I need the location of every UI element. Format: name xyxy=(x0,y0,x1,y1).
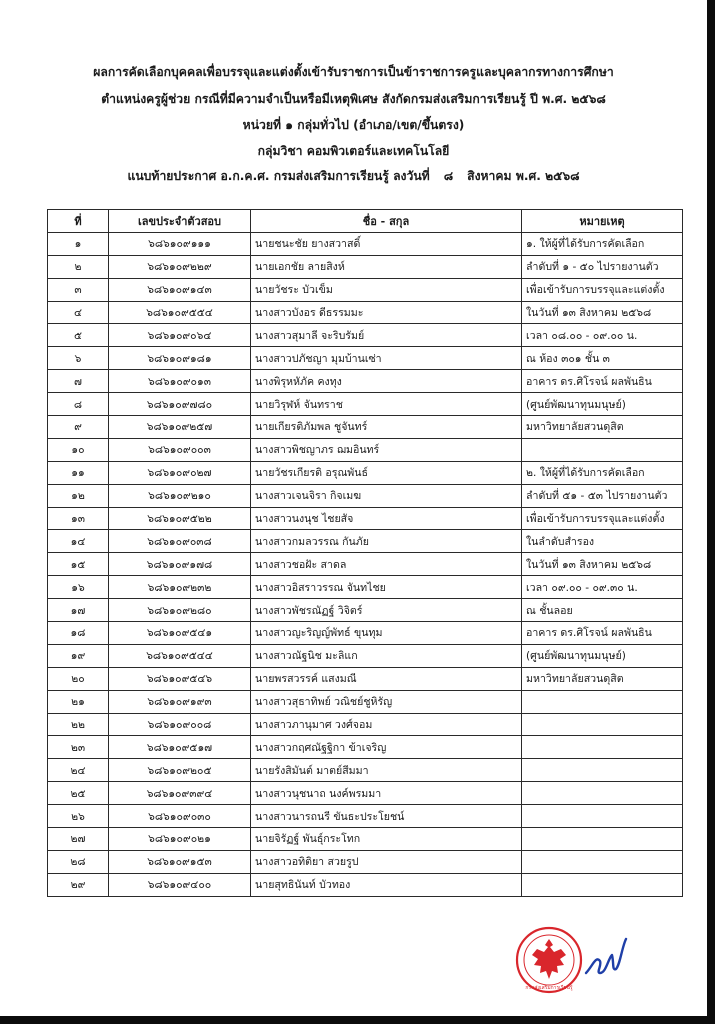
table-row xyxy=(48,736,683,759)
exam-id-cell: ๖๘๖๑๐๙๓๙๔ xyxy=(109,782,251,805)
exam-id-cell: ๖๘๖๑๐๙๐๐๓ xyxy=(109,438,251,461)
candidate-name-cell: นางสาวณัฐนิช มะลิแก xyxy=(251,644,522,667)
candidate-name-cell: นางสาวปภัชญา มุมบ้านเซ่า xyxy=(251,347,522,370)
note-cell: ณ ชั้นลอย xyxy=(522,599,683,622)
row-number: ๒๐ xyxy=(48,667,109,690)
screen-edge-bottom xyxy=(0,1016,715,1024)
candidate-name-cell: นางสาวพัชรณัฏฐ์ วิจิตร์ xyxy=(251,599,522,622)
note-cell xyxy=(522,759,683,782)
candidate-name-cell: นางสาวนงนุช ไชยสัจ xyxy=(251,507,522,530)
note-cell xyxy=(522,713,683,736)
note-cell: เพื่อเข้ารับการบรรจุและแต่งตั้ง xyxy=(522,507,683,530)
exam-id-cell: ๖๘๖๑๐๙๕๔๖ xyxy=(109,667,251,690)
note-cell: ในวันที่ ๑๓ สิงหาคม ๒๕๖๘ xyxy=(522,553,683,576)
row-number: ๒๑ xyxy=(48,690,109,713)
row-number: ๑๙ xyxy=(48,644,109,667)
note-cell: ในวันที่ ๑๓ สิงหาคม ๒๕๖๘ xyxy=(522,301,683,324)
note-cell xyxy=(522,828,683,851)
exam-id-cell: ๖๘๖๑๐๙๐๑๓ xyxy=(109,370,251,393)
heading-line-2: ตำแหน่งครูผู้ช่วย กรณีที่มีความจำเป็นหรือมีเหตุพิเศษ สังกัดกรมส่งเสริมการเรียนรู้ ปี พ.ศ. ๒๕๖๘ xyxy=(101,92,606,106)
table-row xyxy=(48,873,683,896)
table-row xyxy=(48,461,683,484)
row-number: ๒๖ xyxy=(48,805,109,828)
exam-id-cell: ๖๘๖๑๐๙๐๖๔ xyxy=(109,324,251,347)
row-number: ๑๓ xyxy=(48,507,109,530)
note-cell: ๒. ให้ผู้ที่ได้รับการคัดเลือก xyxy=(522,461,683,484)
note-cell: ลำดับที่ ๕๑ - ๕๓ ไปรายงานตัว xyxy=(522,484,683,507)
exam-id-cell: ๖๘๖๑๐๙๐๒๗ xyxy=(109,461,251,484)
note-cell: ในลำดับสำรอง xyxy=(522,530,683,553)
handwritten-signature-icon xyxy=(582,933,628,981)
row-number: ๔ xyxy=(48,301,109,324)
row-number: ๖ xyxy=(48,347,109,370)
exam-id-cell: ๖๘๖๑๐๙๒๘๐ xyxy=(109,599,251,622)
table-row xyxy=(48,370,683,393)
exam-id-cell: ๖๘๖๑๐๙๕๑๗ xyxy=(109,736,251,759)
exam-id-cell: ๖๘๖๑๐๙๕๒๒ xyxy=(109,507,251,530)
table-row xyxy=(48,301,683,324)
exam-id-cell: ๖๘๖๑๐๙๑๙๓ xyxy=(109,690,251,713)
table-row xyxy=(48,622,683,645)
candidate-name-cell: นางสาวสุธาทิพย์ วณิชย์ชูหิรัญ xyxy=(251,690,522,713)
table-row xyxy=(48,759,683,782)
note-cell xyxy=(522,782,683,805)
announcement-date-suffix: สิงหาคม พ.ศ. ๒๕๖๘ xyxy=(467,169,580,183)
row-number: ๗ xyxy=(48,370,109,393)
announcement-day: ๘ xyxy=(443,169,454,183)
row-number: ๑ xyxy=(48,232,109,255)
exam-id-cell: ๖๘๖๑๐๙๑๕๓ xyxy=(109,850,251,873)
note-cell: เวลา ๐๘.๐๐ - ๐๙.๐๐ น. xyxy=(522,324,683,347)
table-row xyxy=(48,324,683,347)
candidate-name-cell: นางสาวพิชญาภร ฌมอินทร์ xyxy=(251,438,522,461)
column-header-exam-id: เลขประจำตัวสอบ xyxy=(109,210,251,233)
table-row xyxy=(48,393,683,416)
note-cell xyxy=(522,850,683,873)
note-cell: เวลา ๐๙.๐๐ - ๐๙.๓๐ น. xyxy=(522,576,683,599)
exam-id-cell: ๖๘๖๑๐๙๐๐๘ xyxy=(109,713,251,736)
exam-id-cell: ๖๘๖๑๐๙๒๐๕ xyxy=(109,759,251,782)
row-number: ๑๐ xyxy=(48,438,109,461)
heading-line-4: กลุ่มวิชา คอมพิวเตอร์และเทคโนโลยี xyxy=(257,144,450,158)
exam-id-cell: ๖๘๖๑๐๙๗๘๐ xyxy=(109,393,251,416)
row-number: ๑๕ xyxy=(48,553,109,576)
row-number: ๑๗ xyxy=(48,599,109,622)
table-row xyxy=(48,347,683,370)
candidate-name-cell: นายจิรัฏฐ์ พันธุ์กระโทก xyxy=(251,828,522,851)
candidate-name-cell: นายชนะชัย ยางสวาสดิ์ xyxy=(251,232,522,255)
exam-id-cell: ๖๘๖๑๐๙๑๑๑ xyxy=(109,232,251,255)
table-body xyxy=(48,232,683,896)
row-number: ๒๓ xyxy=(48,736,109,759)
note-cell: อาคาร ดร.ศิโรจน์ ผลพันธิน xyxy=(522,370,683,393)
table-row xyxy=(48,438,683,461)
exam-id-cell: ๖๘๖๑๐๙๕๕๔ xyxy=(109,301,251,324)
exam-id-cell: ๖๘๖๑๐๙๕๔๑ xyxy=(109,622,251,645)
note-cell: ณ ห้อง ๓๐๑ ชั้น ๓ xyxy=(522,347,683,370)
candidate-name-cell: นางสาวเจนจิรา กิจเมฆ xyxy=(251,484,522,507)
candidate-name-cell: นางสาวภานุมาศ วงศ์จอม xyxy=(251,713,522,736)
row-number: ๘ xyxy=(48,393,109,416)
table-row xyxy=(48,782,683,805)
candidate-table xyxy=(47,209,683,897)
row-number: ๑๒ xyxy=(48,484,109,507)
exam-id-cell: ๖๘๖๑๐๙๒๒๙ xyxy=(109,255,251,278)
exam-id-cell: ๖๘๖๑๐๙๐๒๑ xyxy=(109,828,251,851)
candidate-name-cell: นางสาวชอฝัะ สาดล xyxy=(251,553,522,576)
note-cell: ๑. ให้ผู้ที่ได้รับการคัดเลือก xyxy=(522,232,683,255)
row-number: ๙ xyxy=(48,416,109,439)
candidate-name-cell: นายเอกชัย ลายสิงห์ xyxy=(251,255,522,278)
note-cell: (ศูนย์พัฒนาทุนมนุษย์) xyxy=(522,393,683,416)
row-number: ๒๒ xyxy=(48,713,109,736)
candidate-name-cell: นางสาวอิสราวรรณ จันทไชย xyxy=(251,576,522,599)
table-row xyxy=(48,576,683,599)
exam-id-cell: ๖๘๖๑๐๙๒๓๒ xyxy=(109,576,251,599)
column-header-no: ที่ xyxy=(48,210,109,233)
table-row xyxy=(48,416,683,439)
table-row xyxy=(48,667,683,690)
heading-line-1: ผลการคัดเลือกบุคคลเพื่อบรรจุและแต่งตั้งเข้ารับราชการเป็นข้าราชการครูและบุคลากรทางการศึกษา xyxy=(93,65,614,79)
candidate-name-cell: นางสาวญะริญญ์พัทธ์ ขุนทุม xyxy=(251,622,522,645)
seal-crown-dot xyxy=(547,941,551,945)
exam-id-cell: ๖๘๖๑๐๙๑๗๘ xyxy=(109,553,251,576)
row-number: ๒๕ xyxy=(48,782,109,805)
heading-line-5 xyxy=(0,168,707,184)
exam-id-cell: ๖๘๖๑๐๙๕๔๔ xyxy=(109,644,251,667)
candidate-name-cell: นางสาวอทิติยา สวยรูป xyxy=(251,850,522,873)
candidate-name-cell: นางพิรุหหัภัค คงทุง xyxy=(251,370,522,393)
table-row xyxy=(48,255,683,278)
table-row xyxy=(48,484,683,507)
heading-line-3: หน่วยที่ ๑ กลุ่มทั่วไป (อำเภอ/เขต/ขึ้นตรง) xyxy=(242,118,465,132)
exam-id-cell: ๖๘๖๑๐๙๔๐๐ xyxy=(109,873,251,896)
table-row xyxy=(48,690,683,713)
candidate-name-cell: นายพรสวรรค์ แสงมณี xyxy=(251,667,522,690)
note-cell: (ศูนย์พัฒนาทุนมนุษย์) xyxy=(522,644,683,667)
row-number: ๑๑ xyxy=(48,461,109,484)
note-cell: มหาวิทยาลัยสวนดุสิต xyxy=(522,416,683,439)
candidate-name-cell: นายวัชระ บัวเข็ม xyxy=(251,278,522,301)
table-header-row xyxy=(48,210,683,233)
exam-id-cell: ๖๘๖๑๐๙๐๓๐ xyxy=(109,805,251,828)
exam-id-cell: ๖๘๖๑๐๙๑๘๑ xyxy=(109,347,251,370)
row-number: ๕ xyxy=(48,324,109,347)
table-row xyxy=(48,828,683,851)
note-cell: เพื่อเข้ารับการบรรจุและแต่งตั้ง xyxy=(522,278,683,301)
row-number: ๓ xyxy=(48,278,109,301)
announcement-date-prefix: แนบท้ายประกาศ อ.ก.ค.ศ. กรมส่งเสริมการเรียนรู้ ลงวันที่ xyxy=(127,169,430,183)
table-row xyxy=(48,644,683,667)
candidate-name-cell: นางสาวสุมาลี จะริบรัมย์ xyxy=(251,324,522,347)
candidate-name-cell: นายวัชรเกียรติ อรุณพันธ์ xyxy=(251,461,522,484)
row-number: ๒๙ xyxy=(48,873,109,896)
table-row xyxy=(48,850,683,873)
note-cell: อาคาร ดร.ศิโรจน์ ผลพันธิน xyxy=(522,622,683,645)
seal-caption: กรมส่งเสริมการเรียนรู้ xyxy=(525,985,573,991)
note-cell xyxy=(522,873,683,896)
table-row xyxy=(48,232,683,255)
candidate-name-cell: นายวิรุฬห์ จันทราช xyxy=(251,393,522,416)
signature-stroke xyxy=(586,939,626,973)
candidate-name-cell: นายเกียรติภัมพล ชูจันทร์ xyxy=(251,416,522,439)
screen-edge-right xyxy=(707,0,715,1024)
table-row xyxy=(48,553,683,576)
row-number: ๑๘ xyxy=(48,622,109,645)
garuda-seal-icon xyxy=(514,925,584,995)
row-number: ๑๖ xyxy=(48,576,109,599)
candidate-name-cell: นางสาวบังอร ดีธรรมมะ xyxy=(251,301,522,324)
note-cell xyxy=(522,690,683,713)
column-header-name: ชื่อ - สกุล xyxy=(251,210,522,233)
column-header-note: หมายเหตุ xyxy=(522,210,683,233)
exam-id-cell: ๖๘๖๑๐๙๐๓๘ xyxy=(109,530,251,553)
candidate-name-cell: นายรังสิมันต์ มาตย์สีมมา xyxy=(251,759,522,782)
note-cell: ลำดับที่ ๑ - ๕๐ ไปรายงานตัว xyxy=(522,255,683,278)
table-row xyxy=(48,530,683,553)
exam-id-cell: ๖๘๖๑๐๙๒๕๗ xyxy=(109,416,251,439)
candidate-name-cell: นางสาวกมลวรรณ กันภัย xyxy=(251,530,522,553)
exam-id-cell: ๖๘๖๑๐๙๒๑๐ xyxy=(109,484,251,507)
note-cell xyxy=(522,736,683,759)
row-number: ๑๔ xyxy=(48,530,109,553)
row-number: ๒ xyxy=(48,255,109,278)
note-cell: มหาวิทยาลัยสวนดุสิต xyxy=(522,667,683,690)
table-row xyxy=(48,507,683,530)
row-number: ๒๗ xyxy=(48,828,109,851)
note-cell xyxy=(522,805,683,828)
table-row xyxy=(48,599,683,622)
candidate-name-cell: นางสาวกฤศณัฐฐิกา ข้าเจริญ xyxy=(251,736,522,759)
row-number: ๒๘ xyxy=(48,850,109,873)
table-row xyxy=(48,278,683,301)
row-number: ๒๔ xyxy=(48,759,109,782)
table-row xyxy=(48,805,683,828)
exam-id-cell: ๖๘๖๑๐๙๑๔๓ xyxy=(109,278,251,301)
candidate-name-cell: นางสาวนารถนรี ขันธะประโยชน์ xyxy=(251,805,522,828)
table-row xyxy=(48,713,683,736)
candidate-name-cell: นายสุทธินันท์ บัวทอง xyxy=(251,873,522,896)
note-cell xyxy=(522,438,683,461)
candidate-name-cell: นางสาวนุชนาถ นงค์พรมมา xyxy=(251,782,522,805)
